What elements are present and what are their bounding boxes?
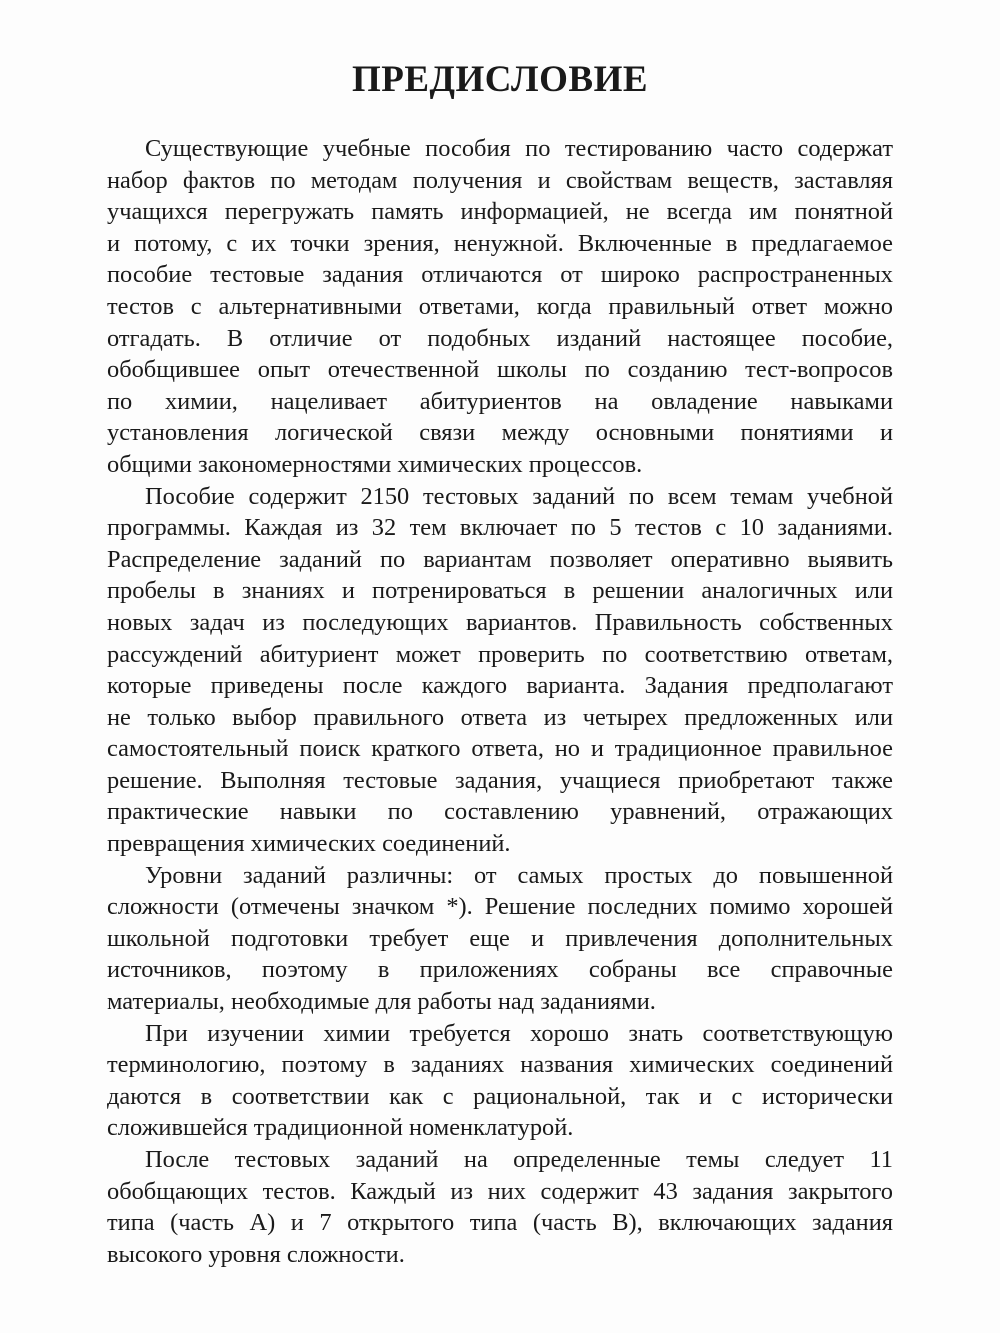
text-line: новых задач из последующих вариантов. Правильность собственных: [107, 608, 893, 636]
paragraph-3: [107, 860, 893, 1018]
text-line: учащихся перегружать память информацией, не всегда им понятной: [107, 198, 893, 226]
text-line: обобщившее опыт отечественной школы по созданию тест-вопросов: [107, 356, 893, 384]
text-line: рассуждений абитуриент может проверить по соответствию ответам,: [107, 640, 893, 668]
paragraph-1: [107, 133, 893, 481]
text-line: тестов с альтернативными ответами, когда правильный ответ можно: [107, 292, 893, 320]
text-line: набор фактов по методам получения и свойствам веществ, заставляя: [107, 166, 893, 194]
text-line: типа (часть А) и 7 открытого типа (часть В), включающих задания: [107, 1209, 893, 1237]
text-line: пособие тестовые задания отличаются от широко распространенных: [107, 261, 893, 289]
paragraph-4: [107, 1018, 893, 1144]
page-title: ПРЕДИСЛОВИЕ: [351, 59, 649, 100]
text-line: высокого уровня сложности.: [107, 1240, 405, 1268]
text-line: превращения химических соединений.: [107, 830, 511, 858]
text-line: При изучении химии требуется хорошо знать соответствующую: [145, 1019, 893, 1047]
text-line: Уровни заданий различны: от самых простых до повышенной: [145, 861, 893, 889]
paragraph-5: [107, 1144, 893, 1270]
text-line: школьной подготовки требует еще и привлечения дополнительных: [107, 924, 893, 952]
text-line: общими закономерностями химических процессов.: [107, 450, 643, 478]
text-line: даются в соответствии как с рациональной, так и с исторически: [107, 1082, 893, 1110]
text-line: не только выбор правильного ответа из четырех предложенных или: [107, 703, 893, 731]
text-line: сложившейся традиционной номенклатурой.: [107, 1114, 574, 1142]
preface-body: [107, 133, 893, 1270]
text-line: практические навыки по составлению уравнений, отражающих: [107, 798, 893, 826]
text-line: которые приведены после каждого варианта. Задания предполагают: [107, 672, 893, 700]
text-line: материалы, необходимые для работы над заданиями.: [107, 988, 656, 1016]
text-line: Существующие учебные пособия по тестированию часто содержат: [145, 135, 893, 162]
text-line: Распределение заданий по вариантам позволяет оперативно выявить: [107, 545, 893, 573]
text-line: по химии, нацеливает абитуриентов на овладение навыками: [107, 387, 893, 415]
text-line: терминологию, поэтому в заданиях названия химических соединений: [107, 1051, 893, 1079]
text-line: пробелы в знаниях и потренироваться в решении аналогичных или: [107, 577, 893, 605]
text-line: установления логической связи между основными понятиями и: [107, 419, 893, 447]
text-line: После тестовых заданий на определенные темы следует 11: [145, 1146, 893, 1173]
text-line: сложности (отмечены значком *). Решение последних помимо хорошей: [107, 893, 893, 921]
text-line: обобщающих тестов. Каждый из них содержит 43 задания закрытого: [107, 1177, 893, 1205]
text-line: программы. Каждая из 32 тем включает по 5 тестов с 10 заданиями.: [107, 514, 893, 542]
text-line: источников, поэтому в приложениях собраны все справочные: [107, 956, 893, 984]
text-line: отгадать. В отличие от подобных изданий настоящее пособие,: [107, 324, 893, 352]
text-line: Пособие содержит 2150 тестовых заданий по всем темам учебной: [145, 482, 893, 510]
text-line: самостоятельный поиск краткого ответа, но и традиционное правильное: [107, 735, 893, 763]
paragraph-2: [107, 481, 893, 860]
text-line: решение. Выполняя тестовые задания, учащиеся приобретают также: [107, 766, 893, 794]
text-line: и потому, с их точки зрения, ненужной. Включенные в предлагаемое: [107, 229, 893, 257]
